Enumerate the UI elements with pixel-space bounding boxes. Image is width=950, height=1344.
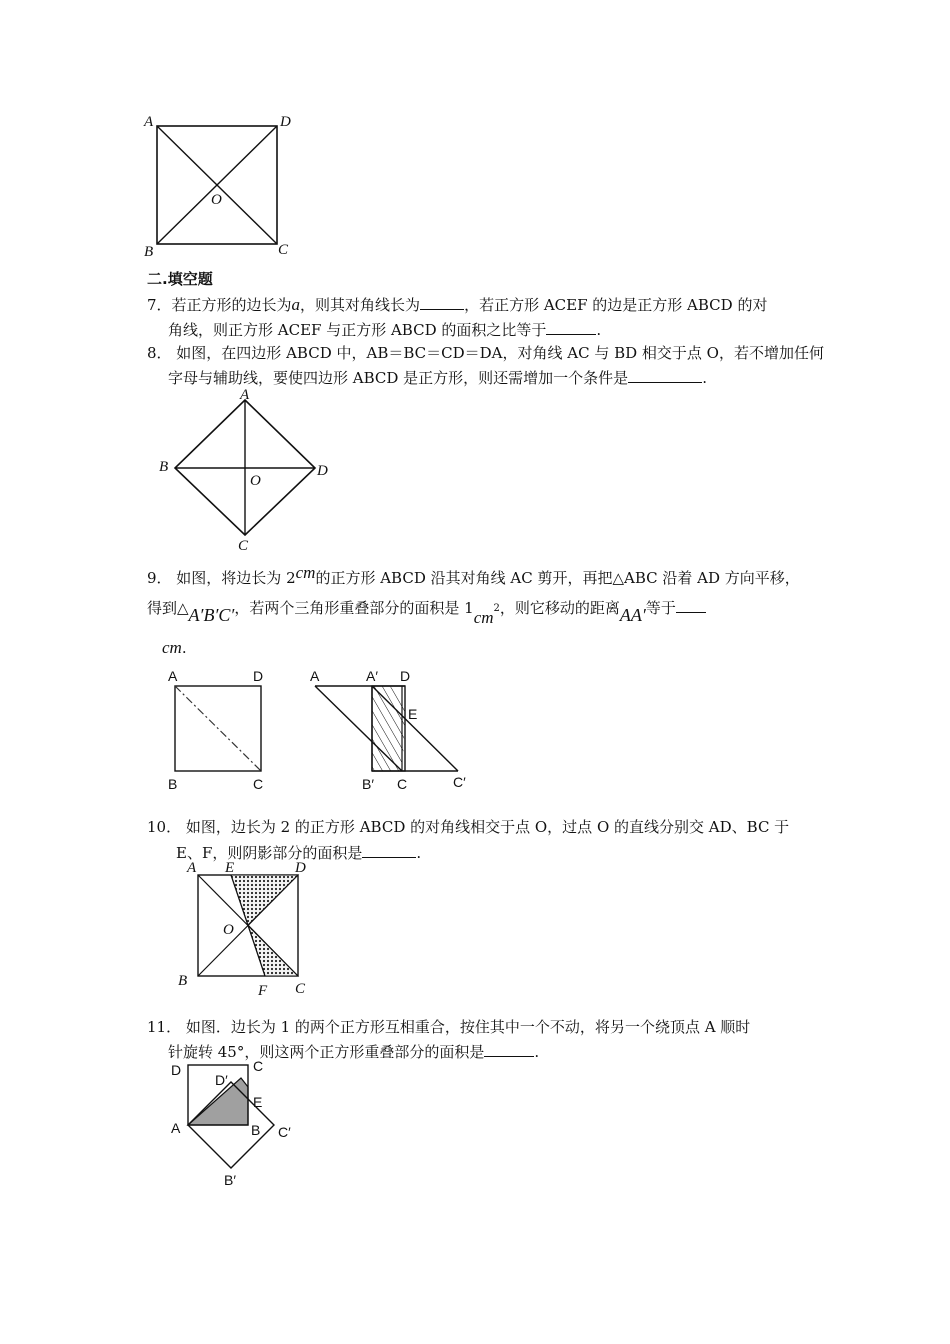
label-d: D	[280, 114, 291, 130]
label-o: O	[223, 922, 234, 938]
label-o: O	[250, 473, 261, 489]
q10-line1: 10． 如图，边长为 2 的正方形 ABCD 的对角线相交于点 O，过点 O 的直线分别交 AD、BC 于	[147, 818, 790, 836]
label-b: B	[178, 973, 188, 989]
label-a: A	[171, 1120, 181, 1136]
label-b: B	[144, 244, 154, 260]
label-d: D	[253, 668, 264, 684]
label-b: B	[159, 459, 169, 475]
label-d: D	[400, 668, 411, 684]
figure-shaded-square	[170, 855, 320, 1000]
section-title: 二.填空题	[147, 270, 213, 288]
label-a: A	[168, 668, 178, 684]
label-a-prime: A′	[366, 668, 378, 684]
label-a: A	[240, 387, 250, 403]
label-a: A	[144, 114, 154, 130]
label-d: D	[171, 1062, 182, 1078]
label-c: C	[295, 981, 306, 997]
q11-line1: 11． 如图．边长为 1 的两个正方形互相重合，按住其中一个不动，将另一个绕顶点 A 顺时	[147, 1018, 751, 1036]
shaded-region-top	[231, 875, 298, 925]
label-c-prime: C′	[453, 774, 466, 790]
q10-blank[interactable]	[362, 843, 416, 858]
figure-translate-right	[305, 665, 490, 795]
q9-line1: 9． 如图，将边长为 2cm的正方形 ABCD 沿其对角线 AC 剪开，再把△ABC 沿着 AD 方向平移，	[147, 563, 800, 587]
label-c: C	[253, 1058, 264, 1074]
q7-blank-1[interactable]	[420, 295, 464, 310]
label-d: D	[295, 860, 306, 876]
label-b: B	[168, 776, 178, 792]
q10-line2: E、F，则阴影部分的面积是 .	[176, 844, 422, 862]
label-f: F	[258, 983, 268, 999]
q8-line2: 字母与辅助线，要使四边形 ABCD 是正方形，则还需增加一个条件是 .	[168, 369, 707, 387]
label-c: C	[278, 242, 289, 258]
label-c: C	[397, 776, 408, 792]
q7-blank-2[interactable]	[546, 320, 596, 335]
label-d-prime: D′	[215, 1072, 228, 1088]
label-e: E	[408, 706, 418, 722]
q11-blank[interactable]	[484, 1042, 534, 1057]
dashdot-diagonal	[175, 686, 261, 771]
q8-blank[interactable]	[628, 368, 702, 383]
label-d: D	[317, 463, 328, 479]
q8-line1: 8． 如图，在四边形 ABCD 中，AB＝BC＝CD＝DA，对角线 AC 与 BD 相交于点 O，若不增加任何	[147, 344, 824, 362]
label-c: C	[238, 538, 249, 554]
q7-line1: 7．若正方形的边长为a，则其对角线长为 ，若正方形 ACEF 的边是正方形 ABCD 的对	[147, 295, 768, 314]
label-c: C	[253, 776, 264, 792]
figure-rotated-squares	[160, 1055, 310, 1195]
figure-rhombus	[155, 385, 340, 555]
label-e: E	[225, 860, 235, 876]
figure-translate-left	[160, 665, 280, 795]
q9-blank[interactable]	[676, 598, 706, 613]
label-c-prime: C′	[278, 1124, 291, 1140]
label-b-prime: B′	[224, 1172, 236, 1188]
q9-line3: cm.	[162, 638, 187, 657]
q7-line2: 角线，则正方形 ACEF 与正方形 ABCD 的面积之比等于 .	[168, 321, 602, 339]
label-b-prime: B′	[362, 776, 374, 792]
q11-line2: 针旋转 45°，则这两个正方形重叠部分的面积是 .	[168, 1043, 540, 1061]
label-b: B	[251, 1122, 261, 1138]
label-a: A	[310, 668, 320, 684]
label-a: A	[187, 860, 197, 876]
label-e: E	[253, 1094, 263, 1110]
q9-line2: 得到△A′B′C′，若两个三角形重叠部分的面积是 $1cm^2$，则它移动的距离AA′等于	[147, 593, 706, 620]
figure-square-diagonals	[140, 110, 300, 260]
label-o: O	[211, 192, 222, 208]
